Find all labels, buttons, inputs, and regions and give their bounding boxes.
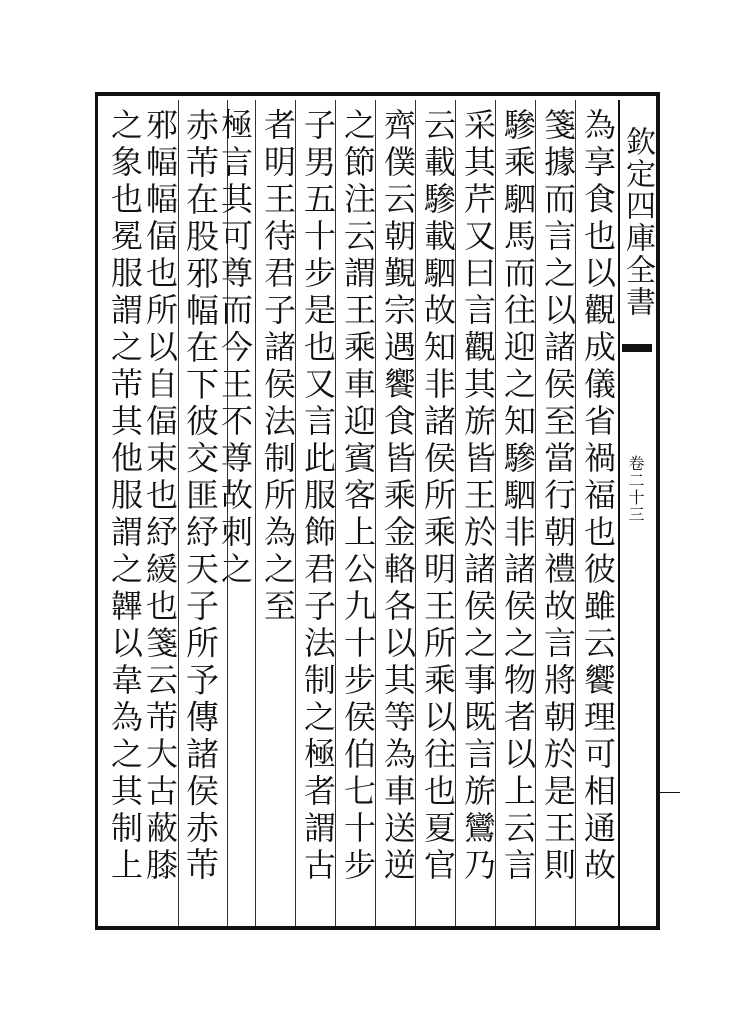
book-title: 欽定四庫全書 (620, 126, 655, 318)
text-column-13: 之象也冕服謂之芾其他服謂之韠以韋為之其制上 (106, 108, 144, 885)
text-column-6: 齊僕云朝覲宗遇饗食皆乘金輅各以其等為車送逆 (379, 108, 417, 885)
text-column-10: 極言其可尊而今王不尊故刺之 (216, 108, 254, 589)
volume-label: 卷二十三 (626, 455, 645, 523)
text-column-1: 為享食也以觀成儀省禍福也彼雖云饗理可相通故 (579, 108, 617, 885)
fish-tail-mark (622, 344, 652, 352)
text-column-11: 赤芾在股邪幅在下彼交匪紓天子所予傳諸侯赤芾 (181, 108, 220, 885)
text-column-5: 云載驂載駟故知非諸侯所乘明王所乘以往也夏官 (419, 108, 457, 885)
column-rule (255, 100, 256, 926)
text-column-8: 子男五十步是也又言此服飾君子法制之極者謂古 (299, 108, 337, 885)
text-column-2: 箋據而言之以諸侯至當行朝禮故言將朝於是王則 (539, 108, 577, 885)
text-column-4: 采其芹又曰言觀其旂皆王於諸侯之事既言旂鸞乃 (459, 108, 497, 885)
margin-rule (660, 792, 680, 793)
text-column-9: 者明王待君子諸侯法制所為之至 (259, 108, 297, 626)
text-column-3: 驂乘駟馬而往迎之知驂駟非諸侯之物者以上云言 (499, 108, 537, 885)
text-column-12: 邪幅幅偪也所以自偪束也紓緩也箋云芾大古蔽膝 (141, 108, 179, 885)
text-column-7: 之節注云謂王乘車迎賓客上公九十步侯伯七十步 (339, 108, 377, 885)
